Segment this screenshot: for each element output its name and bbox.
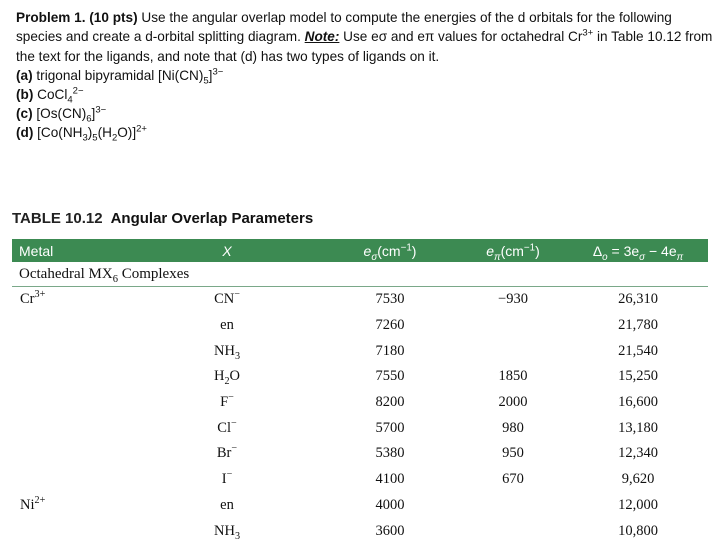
item-sub: 3 — [82, 132, 88, 144]
table-row — [12, 313, 708, 339]
cell-e-sigma: 7530 — [375, 291, 405, 308]
delta-sub: o — [602, 251, 608, 263]
ligand-symbol: NH — [213, 522, 235, 539]
item-c — [16, 104, 716, 123]
item-text: (H — [97, 125, 112, 141]
cell-delta: 12,340 — [618, 445, 658, 462]
cell-e-sigma: 8200 — [375, 394, 405, 411]
unit-exp: −1 — [523, 241, 536, 253]
ligand-symbol: CN — [214, 291, 235, 308]
ligand-symbol: Cl — [217, 419, 231, 436]
item-text: ] — [91, 106, 96, 122]
item-d — [16, 123, 716, 142]
unit-text: (cm — [377, 242, 401, 259]
cell-delta: 13,180 — [618, 419, 658, 436]
cell-delta: 21,540 — [618, 342, 658, 359]
table-row — [12, 287, 708, 313]
delta-eq: = 3e — [607, 242, 640, 259]
item-sub: 5 — [203, 75, 209, 87]
sigma-sub: σ — [639, 251, 646, 263]
table-row — [12, 338, 708, 364]
cell-e-sigma: 5380 — [375, 445, 405, 462]
item-text: [Co(NH — [33, 125, 83, 141]
cell-metal — [12, 291, 132, 308]
metal-charge: 3+ — [34, 289, 46, 301]
unit-close: ) — [411, 242, 417, 259]
ligand-sub: 3 — [234, 350, 240, 362]
cell-ligand — [132, 317, 322, 334]
ligand-symbol: H — [213, 368, 225, 385]
section-octahedral — [12, 262, 708, 287]
cell-ligand — [132, 368, 322, 388]
cell-metal — [12, 497, 132, 514]
table-row — [12, 493, 708, 519]
section-sub: 6 — [112, 274, 118, 285]
delta-symbol: Δ — [592, 242, 603, 259]
item-sup: 3− — [95, 104, 107, 116]
item-label: (d) — [16, 125, 34, 141]
sigma-sub: σ — [371, 251, 378, 263]
item-text: O)] — [117, 125, 137, 141]
ligand-charge: − — [231, 443, 238, 455]
ligand-charge: − — [228, 392, 234, 404]
item-label: (c) — [16, 106, 33, 122]
cell-ligand — [132, 291, 322, 308]
table-row — [12, 364, 708, 390]
intro-text-b: Use eσ and eπ values for octahedral Cr — [339, 29, 583, 45]
unit-text: (cm — [500, 242, 524, 259]
problem-intro — [16, 8, 716, 66]
cell-e-sigma: 7550 — [375, 368, 405, 385]
table-row — [12, 390, 708, 416]
ligand-charge: − — [234, 289, 240, 301]
item-sup: 3− — [212, 66, 224, 78]
item-sub: 4 — [67, 94, 73, 106]
ligand-symbol: I — [221, 471, 227, 488]
ligand-symbol: en — [220, 496, 234, 513]
item-sub: 6 — [86, 113, 92, 125]
ligand-sub: 3 — [234, 530, 240, 542]
metal-symbol: Ni — [20, 496, 35, 513]
item-label: (a) — [16, 68, 33, 84]
header-delta — [568, 242, 708, 263]
cell-ligand — [132, 445, 322, 462]
item-sup: 2− — [72, 85, 84, 97]
table-header — [12, 239, 708, 262]
table-title — [12, 210, 313, 227]
angular-overlap-table — [12, 239, 708, 544]
item-sup: 2+ — [136, 123, 147, 135]
cell-delta: 9,620 — [621, 471, 655, 488]
e-letter: e — [363, 242, 372, 259]
pi-sub: π — [676, 251, 684, 263]
cell-delta: 26,310 — [618, 291, 658, 308]
cell-ligand — [132, 343, 322, 360]
item-text: ] — [208, 68, 213, 84]
cell-e-pi: 980 — [502, 419, 524, 436]
table-row — [12, 441, 708, 467]
header-x: X — [222, 242, 232, 259]
item-label: (b) — [16, 87, 34, 103]
item-text: ) — [87, 125, 93, 141]
cell-delta: 16,600 — [618, 394, 658, 411]
item-text: [Os(CN) — [32, 106, 87, 122]
cell-e-sigma: 4000 — [375, 496, 405, 513]
cell-e-pi: −930 — [498, 291, 528, 308]
cell-ligand — [132, 417, 322, 437]
ligand-symbol: F — [220, 394, 229, 411]
intro-text-c: in Table 10.12 from the text for the ligands, and note that (d) has two types of ligands on it. — [16, 29, 713, 64]
header-e-pi — [458, 241, 568, 263]
ligand-charge: − — [230, 417, 237, 429]
note-label: Note: — [304, 29, 340, 45]
table-row — [12, 518, 708, 544]
cell-delta: 10,800 — [618, 522, 658, 539]
problem-statement — [16, 8, 716, 142]
ligand-charge: − — [226, 469, 233, 481]
cell-e-sigma: 7180 — [375, 342, 405, 359]
unit-close: ) — [535, 242, 540, 259]
metal-charge: 2+ — [34, 495, 46, 507]
item-text: CoCl — [33, 87, 68, 103]
cell-e-sigma: 7260 — [375, 317, 405, 334]
item-sub: 5 — [92, 132, 98, 144]
header-e-sigma — [322, 241, 458, 263]
ligand-symbol: Br — [216, 445, 232, 462]
cell-delta: 15,250 — [618, 368, 658, 385]
cell-e-pi: 1850 — [498, 368, 528, 385]
cell-e-sigma: 5700 — [375, 419, 405, 436]
metal-symbol: Cr — [20, 291, 35, 308]
ligand-symbol: en — [220, 317, 234, 334]
cell-ligand — [132, 394, 322, 411]
cell-e-sigma: 3600 — [375, 522, 405, 539]
section-text: Octahedral MX — [19, 266, 113, 282]
header-metal: Metal — [19, 242, 54, 259]
cell-delta: 21,780 — [618, 317, 658, 334]
section-tail: Complexes — [117, 266, 190, 282]
table-row — [12, 415, 708, 441]
table-body — [12, 287, 708, 544]
ligand-tail: O — [229, 368, 241, 385]
delta-minus: − 4e — [645, 242, 677, 259]
unit-exp: −1 — [400, 241, 412, 253]
cell-e-sigma: 4100 — [375, 471, 405, 488]
item-a — [16, 66, 716, 85]
cell-ligand — [132, 497, 322, 514]
cell-e-pi: 2000 — [498, 394, 528, 411]
table-number: TABLE 10.12 — [12, 210, 103, 227]
item-text: trigonal bipyramidal [Ni(CN) — [32, 68, 204, 84]
intro-text-a: Use the angular overlap model to compute the energies of the d orbitals for the following species and create a d-orbital splitting diagram. — [16, 10, 672, 45]
ligand-symbol: NH — [213, 342, 235, 359]
item-sub: 2 — [111, 132, 118, 144]
cell-delta: 12,000 — [618, 496, 658, 513]
item-b — [16, 85, 716, 104]
cr-charge: 3+ — [582, 27, 594, 39]
table-row — [12, 467, 708, 493]
cell-e-pi: 950 — [502, 445, 524, 462]
cell-ligand — [132, 471, 322, 488]
problem-heading: Problem 1. (10 pts) — [16, 10, 138, 25]
cell-e-pi: 670 — [502, 471, 524, 488]
table-name: Angular Overlap Parameters — [110, 210, 314, 227]
e-letter: e — [486, 242, 495, 259]
pi-sub: π — [494, 251, 501, 263]
cell-ligand — [132, 523, 322, 540]
ligand-sub: 2 — [224, 376, 230, 388]
